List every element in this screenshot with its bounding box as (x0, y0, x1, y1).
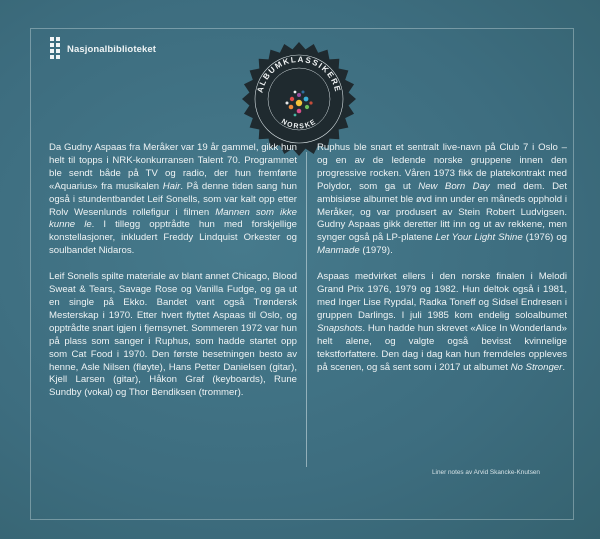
seal-text-bottom: NORSKE (279, 118, 319, 131)
seal-dot (296, 100, 302, 106)
seal-dot (286, 102, 289, 105)
seal-dot (309, 101, 312, 104)
seal-dot (302, 91, 305, 94)
title-hair: Hair (162, 180, 181, 192)
title-film: Mannen som ikke kunne le (49, 206, 298, 231)
title-new-born-day: New Born Day (418, 180, 490, 192)
nb-dots-icon (50, 37, 62, 61)
left-paragraph-2: Leif Sonells spilte materiale av blant annet Chicago, Blood Sweat & Tears, Savage Rose og Vanilla Fudge, og ga ut en single på Ekko. Bandet vant også Trøndersk Mesterskap i 1970. Etter hvert flyttet Aspaas til Oslo, og opptrådte snart igjen i fjernsynet. Sommeren 1972 var hun på plass som sanger i Ruphus, som hadde startet opp som Cat Food i 1970. Den første besetningen besto av henne, Asle Nilsen (fløyte), Hans Petter Danielsen (gitar), Kjell Larsen (gitar), Håkon Graf (keyboards), Rune Sundby (vokal) og Thor Bendiksen (trommer). (49, 271, 297, 399)
logo (50, 37, 156, 61)
right-paragraph-2: Aspaas medvirket ellers i den norske finalen i Melodi Grand Prix 1976, 1979 og 1982. Hun deltok også i 1981, med Inger Lise Rypdal, Radka Toneff og Sidsel Endresen i gruppen Darlings. I juli 1985 kom endelig soloalbumet Snapshots. Hun hadde hun skrevet «Alice In Wonderland» helt alene, og valgte også bevisst kvinnelige tekstforfattere. Den dag i dag kan hun fremdeles oppleves på scenen, og så sent som i 2017 ut albumet No Stronger. (317, 271, 567, 373)
seal-dot (304, 97, 309, 102)
seal-text-top: ALBUMKLASSIKERE (255, 54, 343, 94)
seal-dot (294, 114, 297, 117)
title-let-your-light-shine: Let Your Light Shine (435, 232, 523, 244)
left-column (49, 142, 297, 413)
title-no-stronger: No Stronger (510, 361, 563, 373)
title-manmade: Manmade (317, 245, 360, 257)
title-snapshots: Snapshots (317, 322, 363, 334)
seal-dot (290, 97, 294, 101)
left-paragraph-1: Da Gudny Aspaas fra Meråker var 19 år gammel, gikk hun helt til topps i NRK-konkurransen Talent 70. Programmet ble sendt både på TV og radio, der hun fremførte «Aquarius» fra musikalen Hair. På denne tiden sang hun også i stundentbandet Leif Sonells, som var kalt opp etter Rolv Wesenlunds rollefigur i filmen Mannen som ikke kunne le. I tillegg opptrådte hun med forskjellige konstellasjoner, inkludert Freddy Lindquist Orkester og soulbandet Nidaros. (49, 142, 298, 257)
seal-dot (289, 105, 294, 110)
seal-dot (297, 109, 302, 114)
right-paragraph-1: Ruphus ble snart et sentralt live-navn på Club 7 i Oslo – og en av de ledende norske gruppene innen den progressive rocken. Våren 1973 fikk de platekontrakt med Polydor, som ga ut New Born Day med dem. Det ambisiøse albumet ble øvd inn under en måneds opphold i Meråker, og var produsert av Stein Robert Ludvigsen. Gudny Aspaas gikk deretter litt inn og ut av rekkene, men synger også på LP-platene Let Your Light Shine (1976) og Manmade (1979). (317, 142, 568, 257)
liner-notes-credit: Liner notes av Arvid Skancke-Knutsen (432, 469, 540, 476)
seal-dot (305, 105, 309, 109)
logo-text: Nasjonalbiblioteket (67, 43, 157, 55)
column-divider (306, 152, 307, 467)
seal-dot (297, 93, 301, 97)
seal-dot (294, 91, 297, 94)
album-classics-seal (240, 40, 358, 158)
right-column (317, 142, 567, 387)
